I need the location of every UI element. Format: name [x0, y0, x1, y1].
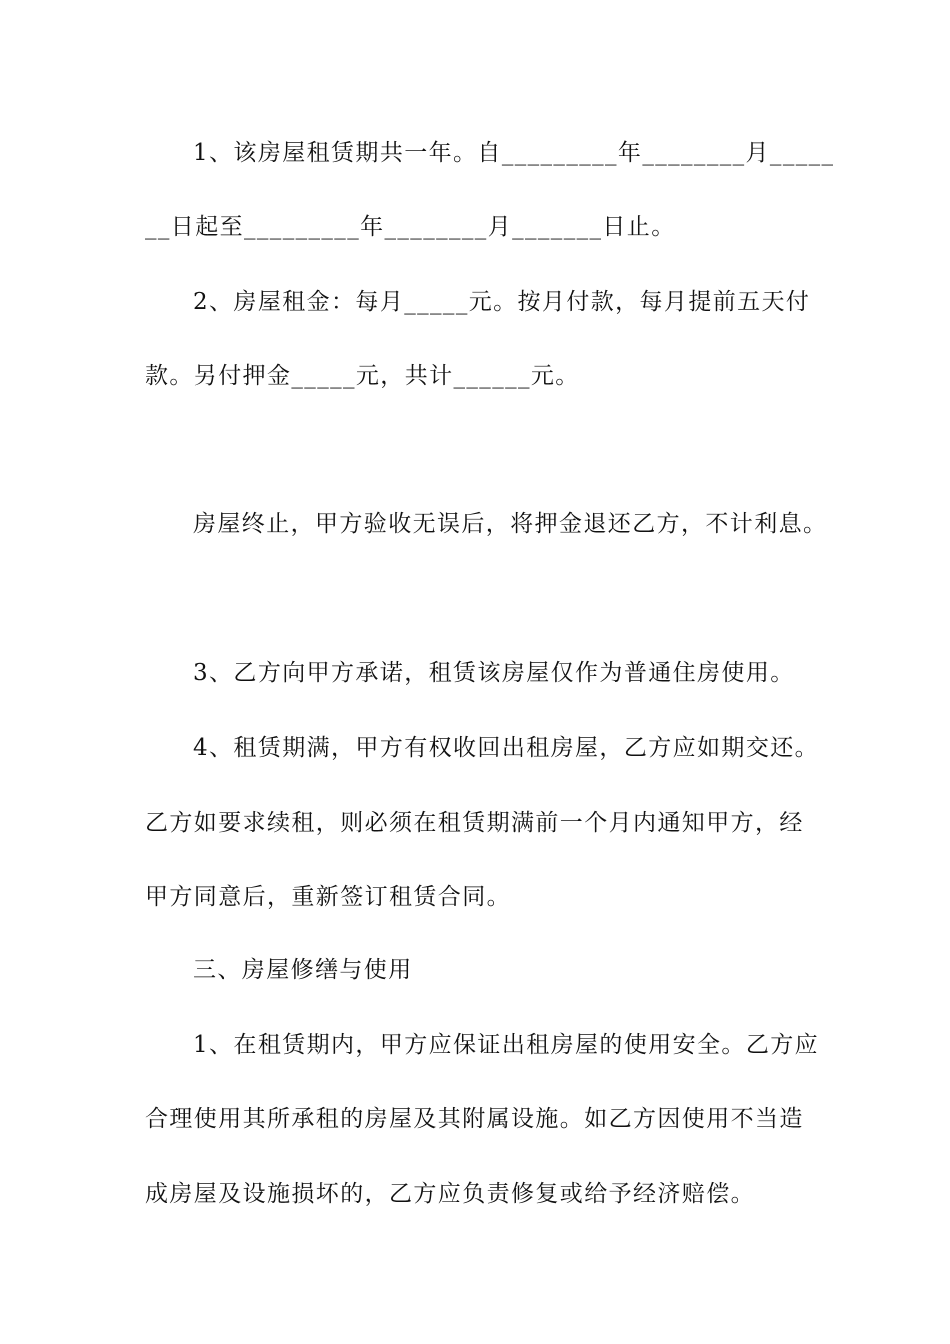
clause-1-lease-term-line-2: __日起至_________年________月_______日止。: [145, 214, 676, 240]
clause-4-expiry-line-1: 4、租赁期满，甲方有权收回出租房屋，乙方应如期交还。: [193, 735, 820, 761]
clause-3-usage-promise: 3、乙方向甲方承诺，租赁该房屋仅作为普通住房使用。: [193, 660, 795, 686]
deposit-refund-paragraph: 房屋终止，甲方验收无误后，将押金退还乙方，不计利息。: [193, 511, 828, 537]
section-3-clause-1-line-3: 成房屋及设施损坏的，乙方应负责修复或给予经济赔偿。: [145, 1181, 755, 1207]
clause-2-rent-line-1: 2、房屋租金：每月_____元。按月付款，每月提前五天付: [193, 289, 811, 315]
clause-2-rent-line-2: 款。另付押金_____元，共计______元。: [145, 363, 580, 389]
clause-4-expiry-line-3: 甲方同意后，重新签订租赁合同。: [145, 884, 511, 910]
section-3-clause-1-line-1: 1、在租赁期内，甲方应保证出租房屋的使用安全。乙方应: [193, 1032, 820, 1058]
clause-4-expiry-line-2: 乙方如要求续租，则必须在租赁期满前一个月内通知甲方，经: [145, 810, 804, 836]
clause-1-lease-term-line-1: 1、该房屋租赁期共一年。自_________年________月_____: [193, 140, 835, 166]
section-3-heading: 三、房屋修缮与使用: [193, 957, 413, 983]
section-3-clause-1-line-2: 合理使用其所承租的房屋及其附属设施。如乙方因使用不当造: [145, 1106, 804, 1132]
